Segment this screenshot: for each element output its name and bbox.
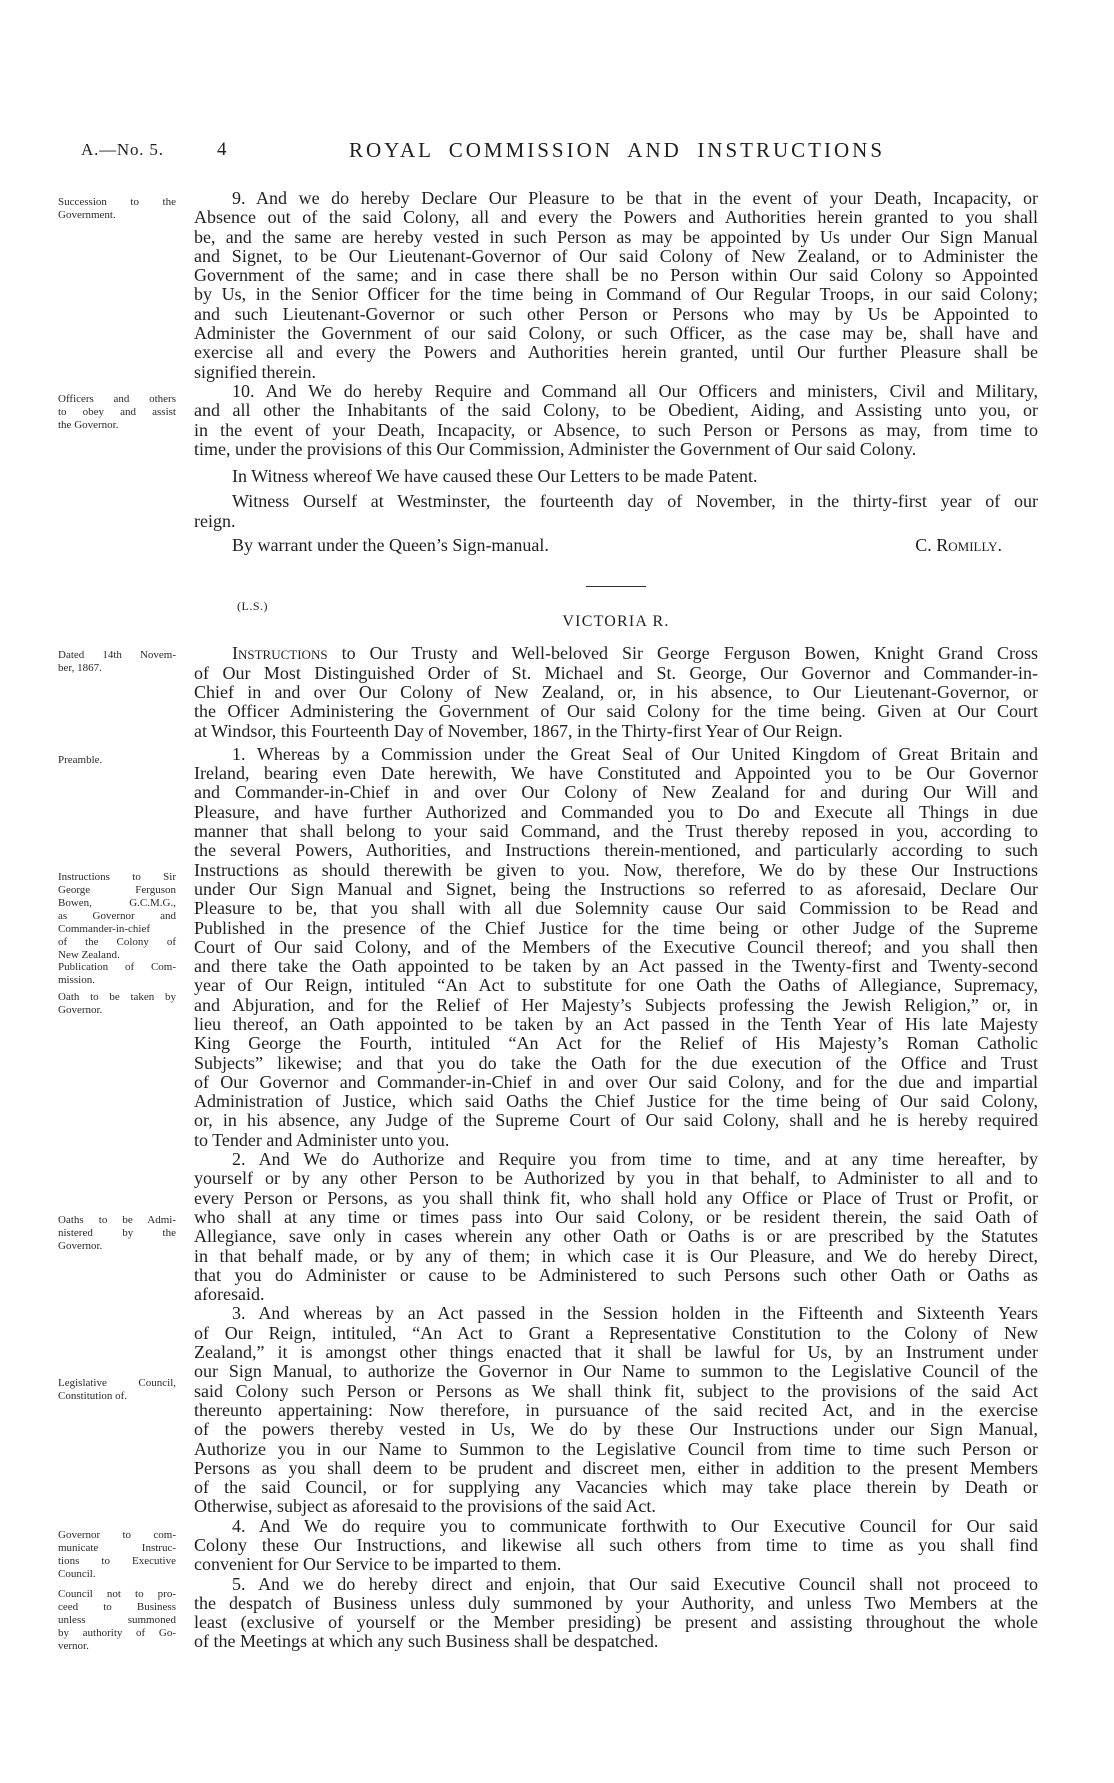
margin-note-instructions-line: Bowen, G.C.M.G., <box>58 897 176 909</box>
paragraph-1-line: King George the Fourth, intituled “An Act for the Relief of His Majesty’s Roman Catholic <box>194 1033 1038 1054</box>
paragraph-1-line: Pleasure to be, that you shall with all due Solemnity cause Our said Commission to be Read and <box>194 898 1038 919</box>
attestation-clause <box>194 492 1038 531</box>
margin-note-council-business-line: ceed to Business <box>58 1601 176 1613</box>
document-body <box>194 189 1038 1652</box>
instructions-preamble-line: Chief in and over Our Colony of New Zealand, or, in his absence, to Our Lieutenant-Governor, or <box>194 681 1038 702</box>
paragraph-9-line: and Signet, to be Our Lieutenant-Governor of Our said Colony of New Zealand, or to Administer the <box>194 245 1038 266</box>
paragraph-1-line: year of Our Reign, intituled “An Act to substitute for one Oath the Oaths of Allegiance, Supremacy, <box>194 975 1038 996</box>
paragraph-10-line: and all other the Inhabitants of the said Colony, to be Obedient, Aiding, and Assisting unto you, or <box>194 400 1038 421</box>
instructions-preamble-line <box>194 644 1038 663</box>
signatory-name: C. Romilly. <box>915 535 1002 556</box>
paragraph-1-line: lieu thereof, an Oath appointed to be taken by an Act passed in the Tenth Year of His late Majesty <box>194 1013 1038 1034</box>
paragraph-10-line: time, under the provisions of this Our Commission, Administer the Government of Our said Colony. <box>194 438 917 459</box>
margin-note-instructions-line: of the Colony of <box>58 936 176 948</box>
margin-note-oath-line: Oath to be taken by <box>58 991 176 1003</box>
margin-note-communicate-line: tions to Executive <box>58 1555 176 1567</box>
margin-note-instructions-line: as Governor and <box>58 910 176 922</box>
margin-note-oaths-administered-line: Oaths to be Admi- <box>58 1214 176 1226</box>
paragraph-2-line: who shall at any time or times pass into Our said Colony, or be resident therein, the said Oath of <box>194 1206 1038 1227</box>
margin-note-officers-line: to obey and assist <box>58 406 176 418</box>
paragraph-1-line: and Commander-in-Chief in and over Our Colony of New Zealand for and during Our Will and <box>194 782 1038 803</box>
margin-note-succession-line: Government. <box>58 209 116 221</box>
margin-note-dated <box>58 649 176 675</box>
paragraph-3-line: said Colony such Person or Persons as We shall think fit, subject to the provisions of the said Act <box>194 1380 1038 1401</box>
paragraph-2-line: that you do Administer or cause to be Administered to such Persons such other Oath or Oaths as <box>194 1264 1038 1285</box>
paragraph-2-line: 2. And We do Authorize and Require you from time to time, and at any time hereafter, by <box>232 1149 1038 1170</box>
paragraph-10-line: in the event of your Death, Incapacity, or Absence, to such Person or Persons as may, from time to <box>194 419 1038 440</box>
witness-clause-line: In Witness whereof We have caused these Our Letters to be made Patent. <box>232 466 758 487</box>
margin-note-council-business-line: by authority of Go- <box>58 1627 176 1639</box>
paragraph-3-line: of the powers thereby vested in Us, We do by these Our Instructions under our Sign Manual, <box>194 1419 1038 1440</box>
royal-sign-manual <box>194 587 1038 644</box>
margin-note-officers-line: Officers and others <box>58 393 176 405</box>
margin-note-oath-line: Governor. <box>58 1004 103 1016</box>
paragraph-5-line: least (exclusive of yourself or the Member presiding) be present and assisting throughout the whole <box>194 1612 1038 1633</box>
paragraph-1-line: or, in his absence, any Judge of the Supreme Court of Our said Colony, shall and he is hereby required <box>194 1110 1038 1131</box>
margin-note-communicate-line: Council. <box>58 1568 96 1580</box>
margin-note-succession-line: Succession to the <box>58 196 176 208</box>
sovereign-signature: VICTORIA R. <box>562 613 670 631</box>
paragraph-1-line: the several Powers, Authorities, and Instructions therein-mentioned, and particularly according to such <box>194 840 1038 861</box>
paragraph-1-line: manner that shall belong to your said Command, and the Trust thereby reposed in you, according to <box>194 821 1038 842</box>
page-title: ROYAL COMMISSION AND INSTRUCTIONS <box>349 138 885 162</box>
paragraph-9-line: exercise all and every the Powers and Authorities herein granted, until Our further Pleasure shall be <box>194 342 1038 363</box>
paragraph-1-line: 1. Whereas by a Commission under the Great Seal of Our United Kingdom of Great Britain and <box>232 743 1038 764</box>
paragraph-3-line: Authorize you in our Name to Summon to the Legislative Council from time to time such Person or <box>194 1438 1038 1459</box>
margin-note-communicate-line: Governor to com- <box>58 1529 176 1541</box>
margin-note-oaths-administered-line: nistered by the <box>58 1227 176 1239</box>
margin-note-officers-line: the Governor. <box>58 419 119 431</box>
paragraph-1-line: and Abjuration, and for the Relief of Her Majesty’s Subjects professing the Jewish Religion,” or, in <box>194 994 1038 1015</box>
paragraph-9-line: 9. And we do hereby Declare Our Pleasure to be that in the event of your Death, Incapacity, or <box>232 188 1038 208</box>
paragraph-2-line: every Person or Persons, as you shall think fit, who shall hold any Office or Place of Trust or Profit, or <box>194 1187 1038 1208</box>
paragraph-1-line: of Our Governor and Commander-in-Chief in and over Our said Colony, and for the due and impartial <box>194 1071 1038 1092</box>
margin-note-instructions-line: George Ferguson <box>58 884 176 896</box>
paragraph-3-line: of Our Reign, intituled, “An Act to Grant a Representative Constitution to the Colony of New <box>194 1322 1038 1343</box>
paragraph-9-line: Administer the Government of our said Colony, or such Officer, as the case may be, shall have and <box>194 323 1038 344</box>
paragraph-1-line: Administration of Justice, which said Oaths the Chief Justice for the time being of Our said Colony, <box>194 1091 1038 1112</box>
paragraph-4-line: Colony these Our Instructions, and likewise all such others from time to time as you shall find <box>194 1535 1038 1555</box>
margin-note-council-business-line: unless summoned <box>58 1614 176 1626</box>
paragraph-1-line: Published in the presence of the Chief Justice for the time being or other Judge of the Supreme <box>194 917 1038 938</box>
margin-note-instructions-line: Instructions to Sir <box>58 871 176 883</box>
attestation-clause-line: reign. <box>194 510 236 531</box>
paragraph-2-line: in that behalf made, or by any of them; in which case it is Our Pleasure, and We do hereby Direct, <box>194 1245 1038 1266</box>
page-number: 4 <box>217 139 227 160</box>
paragraph-9-line: by Us, in the Senior Officer for the time being in Command of Our Regular Troops, in our said Colony; <box>194 284 1038 305</box>
margin-note-instructions <box>58 871 176 962</box>
paragraph-2-line: aforesaid. <box>194 1284 265 1305</box>
margin-note-council-business <box>58 1588 176 1653</box>
margin-note-legislative-council-line: Legislative Council, <box>58 1377 176 1389</box>
attestation-clause-line: Witness Ourself at Westminster, the fourteenth day of November, in the thirty-first year of our <box>232 491 1038 512</box>
paragraph-1-line: Ireland, bearing even Date herewith, We have Constituted and Appointed you to be Our Governor <box>194 763 1038 784</box>
paragraph-5 <box>194 1575 1038 1652</box>
paragraph-9-line: Government of the same; and in case there shall be no Person within Our said Colony so Appointed <box>194 265 1038 286</box>
margin-note-oaths-administered <box>58 1214 176 1253</box>
margin-note-legislative-council <box>58 1377 176 1403</box>
instructions-preamble-line-text: to Our Trusty and Well-beloved Sir George Ferguson Bowen, Knight Grand Cross <box>341 643 1039 664</box>
paragraph-5-line: 5. And we do hereby direct and enjoin, that Our said Executive Council shall not proceed to <box>232 1573 1038 1594</box>
margin-note-dated-line: Dated 14th Novem- <box>58 649 176 661</box>
paragraph-1 <box>194 745 1038 1150</box>
paragraph-10-line: 10. And We do hereby Require and Command all Our Officers and ministers, Civil and Military, <box>232 380 1038 401</box>
paragraph-5-line: of the Meetings at which any such Business shall be despatched. <box>194 1631 659 1652</box>
paragraph-10 <box>194 382 1038 459</box>
paragraph-3-line: 3. And whereas by an Act passed in the Session holden in the Fifteenth and Sixteenth Years <box>232 1303 1038 1324</box>
margin-note-publication <box>58 961 176 987</box>
paragraph-3-line: thereunto appertaining: Now therefore, in pursuance of the said recited Act, and in the exercise <box>194 1399 1038 1420</box>
instructions-preamble-line: at Windsor, this Fourteenth Day of November, 1867, in the Thirty-first Year of Our Reign. <box>194 720 843 741</box>
paragraph-4 <box>194 1517 1038 1575</box>
paragraph-4-line: convenient for Our Service to be imparted to them. <box>194 1554 562 1575</box>
paragraph-1-line: Court of Our said Colony, and of the Members of the Executive Council thereof; and you shall then <box>194 936 1038 957</box>
paragraph-4-line: 4. And We do require you to communicate forthwith to Our Executive Council for Our said <box>232 1515 1038 1536</box>
paragraph-9-line: be, and the same are hereby vested in such Person as may be appointed by Us under Our Sign Manual <box>194 226 1038 247</box>
witness-clause <box>194 467 1038 486</box>
instructions-lead-word: Instructions <box>232 643 328 664</box>
paragraph-9-line: and such Lieutenant-Governor or such other Person or Persons who may by Us be Appointed to <box>194 303 1038 324</box>
paragraph-9 <box>194 189 1038 382</box>
paper-reference: A.—No. 5. <box>81 140 164 159</box>
paragraph-3-line: Otherwise, subject as aforesaid to the provisions of the said Act. <box>194 1496 656 1517</box>
margin-note-council-business-line: Council not to pro- <box>58 1588 176 1600</box>
margin-note-dated-line: ber, 1867. <box>58 662 102 674</box>
paragraph-5-line: the despatch of Business unless duly summoned by your Authority, and unless Two Members at the <box>194 1592 1038 1613</box>
paragraph-1-line: Subjects” likewise; and that you do take the Oath for the due execution of the Office and Trust <box>194 1052 1038 1073</box>
margin-note-succession <box>58 196 176 222</box>
paragraph-3-line: our Sign Manual, to authorize the Governor in Our Name to summon to the Legislative Council of the <box>194 1361 1038 1382</box>
margin-note-council-business-line: vernor. <box>58 1640 89 1652</box>
margin-note-officers <box>58 393 176 432</box>
instructions-preamble <box>194 644 1038 740</box>
paragraph-1-line: to Tender and Administer unto you. <box>194 1129 450 1150</box>
margin-note-legislative-council-line: Constitution of. <box>58 1390 128 1402</box>
paragraph-3-line: of the said Council, or for supplying any Vacancies which may take place therein by Death or <box>194 1477 1038 1498</box>
margin-note-preamble-line: Preamble. <box>58 754 103 766</box>
paragraph-9-line: Absence out of the said Colony, all and every the Powers and Authorities herein granted to you shall <box>194 207 1038 228</box>
paragraph-1-line: Pleasure, and have further Authorized and Commanded you to Do and Execute all Things in due <box>194 801 1038 822</box>
margin-note-oaths-administered-line: Governor. <box>58 1240 103 1252</box>
instructions-preamble-line: of Our Most Distinguished Order of St. Michael and St. George, Our Governor and Commander-in- <box>194 662 1038 683</box>
paragraph-1-line: under Our Sign Manual and Signet, being the Instructions so referred to as aforesaid, Declare Our <box>194 878 1038 899</box>
paragraph-2-line: Allegiance, save only in cases wherein any other Oath or Oaths is or are prescribed by the Statutes <box>194 1226 1038 1247</box>
paragraph-3-line: Zealand,” it is amongst other things enacted that it shall be lawful for Us, by an Instrument under <box>194 1342 1038 1363</box>
paragraph-2-line: yourself or by any other Person to be Authorized by you in that behalf, to Administer to all and to <box>194 1168 1038 1189</box>
margin-note-instructions-line: Commander-in-chief <box>58 923 151 935</box>
paragraph-9-line: signified therein. <box>194 361 316 382</box>
margin-note-instructions-line: New Zealand. <box>58 949 120 961</box>
margin-note-publication-line: Publication of Com- <box>58 961 176 973</box>
margin-note-publication-line: mission. <box>58 974 95 986</box>
margin-note-communicate <box>58 1529 176 1581</box>
paragraph-1-line: Instructions as should therewith be given to you. Now, therefore, We do by these Our Instructions <box>194 859 1038 880</box>
paragraph-3-line: Persons as you shall deem to be prudent and discreet men, either in addition to the present Members <box>194 1457 1038 1478</box>
margin-note-communicate-line: municate Instruc- <box>58 1542 176 1554</box>
paragraph-2 <box>194 1150 1038 1304</box>
instructions-preamble-line: the Officer Administering the Government of Our said Colony for the time being. Given at Our Court <box>194 701 1038 722</box>
margin-note-preamble <box>58 754 176 767</box>
warrant-text: By warrant under the Queen’s Sign-manual. <box>232 535 549 556</box>
paragraph-1-line: and there take the Oath appointed to be taken by an Act passed in the Twenty-first and Twenty-second <box>194 956 1038 977</box>
warrant-line <box>194 536 1038 555</box>
margin-note-oath <box>58 991 176 1017</box>
paragraph-3 <box>194 1304 1038 1516</box>
seal-mark: (L.S.) <box>237 599 268 614</box>
